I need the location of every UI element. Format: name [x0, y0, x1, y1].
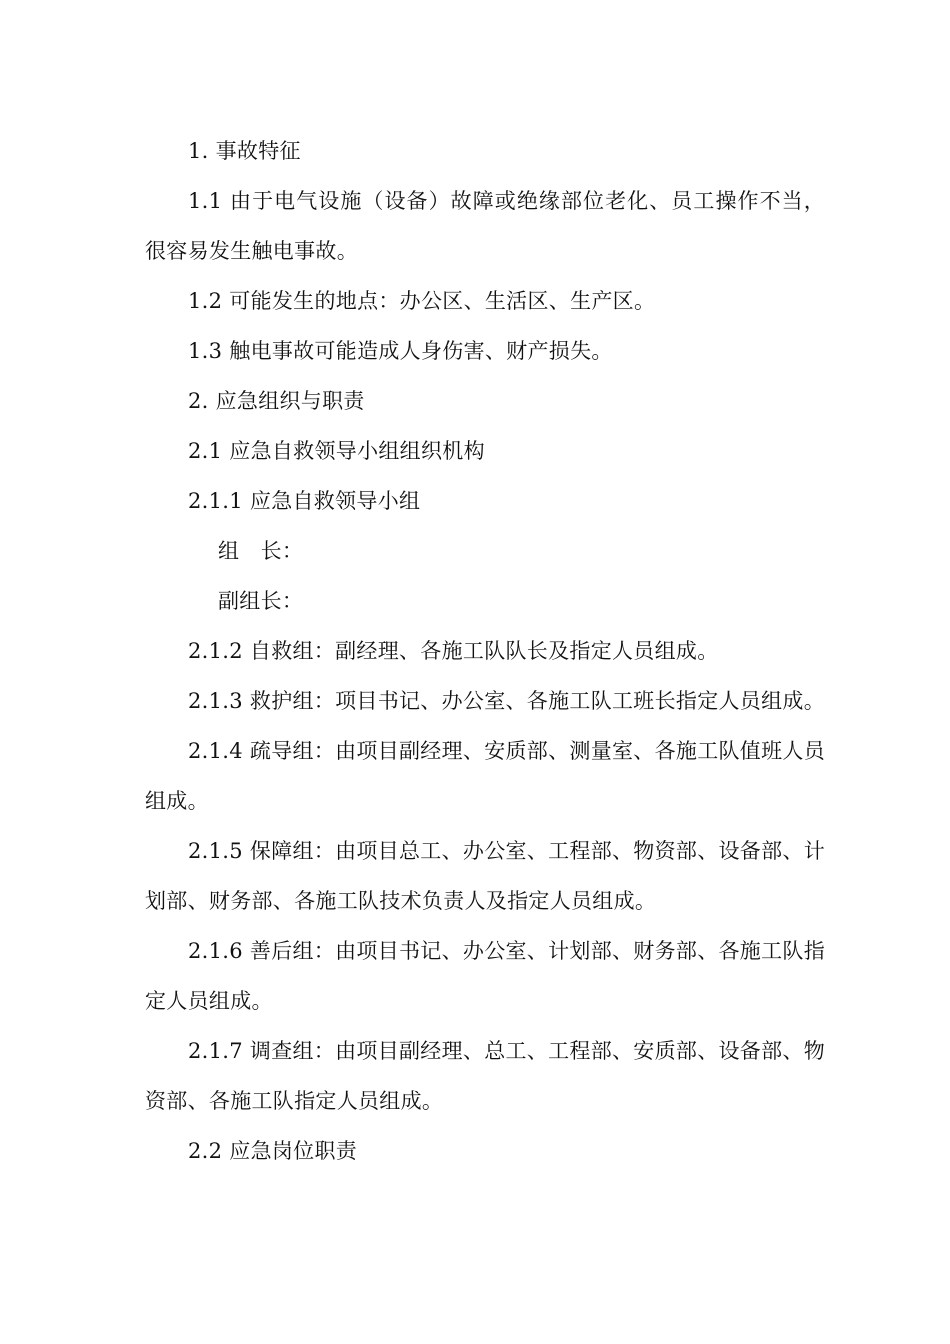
paragraph-2-1-6: 2.1.6 善后组：由项目书记、办公室、计划部、财务部、各施工队指定人员组成。 [145, 939, 826, 1013]
paragraph-2-1-2: 2.1.2 自救组：副经理、各施工队队长及指定人员组成。 [188, 639, 719, 663]
paragraph-1-1: 1.1 由于电气设施（设备）故障或绝缘部位老化、员工操作不当，很容易发生触电事故。 [145, 189, 825, 263]
document-body [145, 126, 825, 1176]
deputy-leader-line: 副组长： [218, 589, 304, 613]
group-leader-line: 组 长： [218, 539, 304, 563]
paragraph-2-1-3: 2.1.3 救护组：项目书记、办公室、各施工队工班长指定人员组成。 [188, 689, 826, 713]
paragraph-2-1-4: 2.1.4 疏导组：由项目副经理、安质部、测量室、各施工队值班人员组成。 [145, 739, 826, 813]
paragraph-2-1-7: 2.1.7 调查组：由项目副经理、总工、工程部、安质部、设备部、物资部、各施工队指定人员组成。 [145, 1039, 826, 1113]
paragraph-1-2: 1.2 可能发生的地点：办公区、生活区、生产区。 [188, 289, 656, 313]
paragraph-2-2: 2.2 应急岗位职责 [188, 1139, 358, 1163]
paragraph-2-1: 2.1 应急自救领导小组组织机构 [188, 439, 485, 463]
heading-accident-features: 1. 事故特征 [188, 139, 301, 163]
paragraph-1-3: 1.3 触电事故可能造成人身伤害、财产损失。 [188, 339, 613, 363]
paragraph-2-1-1: 2.1.1 应急自救领导小组 [188, 489, 421, 513]
heading-emergency-organization: 2. 应急组织与职责 [188, 389, 365, 413]
paragraph-2-1-5: 2.1.5 保障组：由项目总工、办公室、工程部、物资部、设备部、计划部、财务部、各施工队技术负责人及指定人员组成。 [145, 839, 826, 913]
